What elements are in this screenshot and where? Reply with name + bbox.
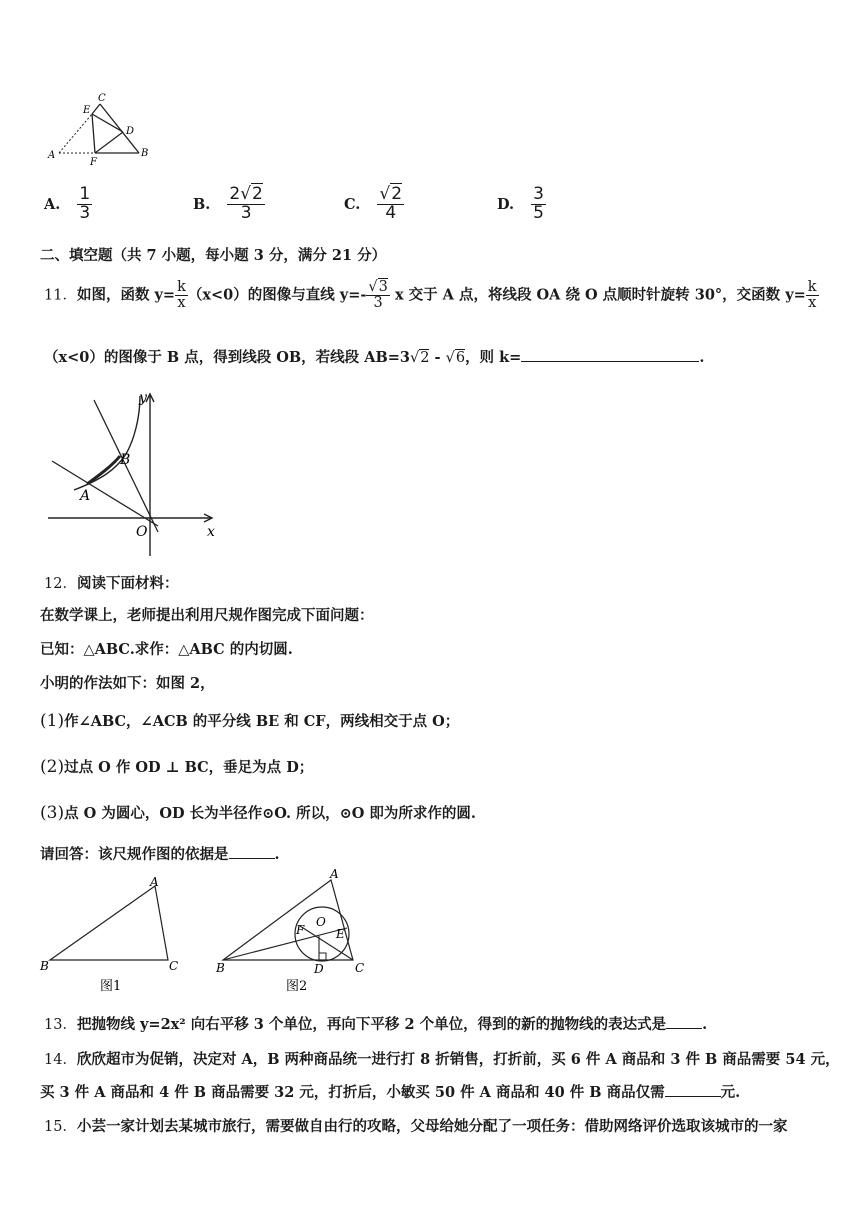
option-a-den: 3 xyxy=(79,202,91,223)
q12-line-3: 小明的作法如下：如图 2， xyxy=(40,675,215,692)
label-c: C xyxy=(98,93,106,104)
label-b: B xyxy=(120,452,131,468)
q15-text-1: 小芸一家计划去某城市旅行，需要做自由行的攻略，父母给她分配了一项任务：借助网络评价选取该城市的一家 xyxy=(76,1118,788,1135)
answer-blank[interactable] xyxy=(521,361,699,362)
label-c: C xyxy=(355,961,365,975)
q11-text-1: 如图，函数 y= xyxy=(76,286,176,304)
q11-text-3: x 交于 A 点，将线段 OA 绕 O 点顺时针旋转 30°，交函数 y= xyxy=(389,286,806,304)
label-b: B xyxy=(40,959,49,973)
answer-blank[interactable] xyxy=(666,1028,702,1029)
q14-end: 元. xyxy=(720,1084,741,1101)
q14-text-1: 欣欣超市为促销，决定对 A，B 两种商品统一进行打 8 折销售，打折前，买 6 件 A 商品和 3 件 B 商品需要 54 元， xyxy=(76,1051,840,1068)
figure-q12-1 xyxy=(36,874,196,996)
question-15-line1 xyxy=(44,1115,787,1136)
label-a: A xyxy=(80,488,91,504)
option-a[interactable] xyxy=(44,186,92,223)
option-b-rad: 2 xyxy=(252,184,263,204)
q11-rad2: 2 xyxy=(420,350,430,366)
question-number: 15． xyxy=(44,1119,77,1135)
option-d-num: 3 xyxy=(533,184,544,204)
segment-ed xyxy=(92,114,123,132)
step-number: (2) xyxy=(40,757,65,777)
q11-frac-x2: x xyxy=(806,295,819,311)
q12-step-2 xyxy=(40,756,313,777)
step-text: 作∠ABC，∠ACB 的平分线 BE 和 CF，两线相交于点 O； xyxy=(64,713,460,730)
label-b: B xyxy=(141,148,149,159)
label-a: A xyxy=(48,150,56,161)
answer-blank[interactable] xyxy=(665,1096,721,1097)
question-14-line1 xyxy=(44,1048,840,1069)
figure-q12-2 xyxy=(212,866,378,996)
q11-frac-k: k xyxy=(177,279,186,295)
question-14-line2 xyxy=(40,1081,740,1102)
option-letter: A. xyxy=(44,195,61,213)
q13-text: 把抛物线 y=2x² 向右平移 3 个单位，再向下平移 2 个单位，得到的新的抛物线的表达式是 xyxy=(76,1016,667,1033)
q11-den3: 3 xyxy=(366,295,389,311)
q12-ask-text: 请回答：该尺规作图的依据是 xyxy=(40,846,229,863)
arc-ab xyxy=(87,456,120,484)
segment-ae xyxy=(59,114,92,153)
figure-q10 xyxy=(40,92,160,172)
q12-ask xyxy=(40,843,280,864)
segment-ec xyxy=(92,104,100,114)
caption-fig1: 图1 xyxy=(100,979,122,994)
segment-ef xyxy=(92,114,95,153)
section-heading: 二、填空题（共 7 小题，每小题 3 分，满分 21 分） xyxy=(40,247,387,264)
q12-step-3 xyxy=(40,802,476,823)
step-text: 过点 O 作 OD ⊥ BC，垂足为点 D； xyxy=(64,759,314,776)
option-d[interactable] xyxy=(497,186,546,223)
q12-step-1 xyxy=(40,710,459,731)
step-number: (1) xyxy=(40,711,65,731)
label-x: x xyxy=(207,524,215,540)
q11-minus: - xyxy=(429,349,446,366)
q12-ask-end: . xyxy=(274,846,280,863)
q11-sqrt3: 3 xyxy=(378,279,388,295)
q11-end: . xyxy=(699,349,705,366)
question-number: 13． xyxy=(44,1017,77,1033)
option-letter: C. xyxy=(344,195,361,213)
segment-fd xyxy=(95,132,123,153)
label-f: F xyxy=(296,923,305,937)
label-a: A xyxy=(150,875,159,889)
option-c-rad: 2 xyxy=(391,184,403,204)
q11-text-2: （x<0）的图像与直线 y=- xyxy=(187,286,367,304)
label-f: F xyxy=(90,157,97,168)
option-b[interactable]: B. $\frac{2√2}{3}$ xyxy=(193,184,263,223)
q13-end: . xyxy=(702,1016,708,1033)
option-c[interactable]: C. $\frac{√2}{4}$ xyxy=(344,184,403,223)
q14-text-2: 买 3 件 A 商品和 4 件 B 商品需要 32 元，打折后，小敏买 50 件 A 商品和 40 件 B 商品仅需 xyxy=(40,1084,665,1101)
label-e: E xyxy=(83,105,91,116)
option-a-num: 1 xyxy=(79,184,91,204)
q12-line-1: 在数学课上，老师提出利用尺规作图完成下面问题： xyxy=(40,607,374,624)
question-number: 14． xyxy=(44,1052,77,1068)
q11-frac-x: x xyxy=(175,295,188,311)
label-d: D xyxy=(126,126,135,137)
question-number: 12． xyxy=(44,576,77,592)
figure-q11 xyxy=(40,388,225,560)
label-o: O xyxy=(316,915,326,929)
label-y: y xyxy=(139,390,147,406)
question-13 xyxy=(44,1013,707,1034)
label-e: E xyxy=(336,927,345,941)
q12-title: 阅读下面材料： xyxy=(76,575,179,592)
question-12-title xyxy=(44,572,178,593)
label-b: B xyxy=(216,961,225,975)
label-o: O xyxy=(136,524,148,540)
question-number: 11． xyxy=(44,287,77,304)
step-number: (3) xyxy=(40,803,65,823)
right-angle-mark xyxy=(319,953,326,960)
answer-blank[interactable] xyxy=(229,858,275,859)
label-c: C xyxy=(169,959,179,973)
q11-text-4: （x<0）的图像于 B 点，得到线段 OB，若线段 AB=3 xyxy=(44,349,410,366)
option-letter: B. xyxy=(193,195,211,213)
caption-fig2: 图2 xyxy=(286,979,308,994)
question-11-line2: （x<0）的图像于 B 点，得到线段 OB，若线段 AB=3√2 - √6，则 k= . xyxy=(44,349,705,366)
label-d: D xyxy=(314,962,324,976)
option-b-coef: 2 xyxy=(229,184,241,204)
option-b-den: 3 xyxy=(227,204,265,223)
q11-text-5: ，则 k= xyxy=(465,349,522,366)
question-11-line1: 11．如图，函数 y= $\frac{k}{x}$ （x<0）的图像与直线 y=- $\frac{√3}{3}$ x 交于 A 点，将线段 OA 绕 O 点顺时针旋转 30°，交函数 y= $\frac{k}{x}$ xyxy=(44,279,817,312)
q11-rad6: 6 xyxy=(455,350,466,366)
option-letter: D. xyxy=(497,195,515,213)
triangle-abc xyxy=(50,886,168,960)
option-d-den: 5 xyxy=(533,202,544,223)
q11-frac-k2: k xyxy=(807,279,817,295)
q12-line-2: 已知：△ABC.求作：△ABC 的内切圆. xyxy=(40,641,293,658)
option-c-den: 4 xyxy=(377,204,404,223)
label-a: A xyxy=(330,867,339,881)
step-text: 点 O 为圆心，OD 长为半径作⊙O. 所以，⊙O 即为所求作的圆. xyxy=(64,805,476,822)
